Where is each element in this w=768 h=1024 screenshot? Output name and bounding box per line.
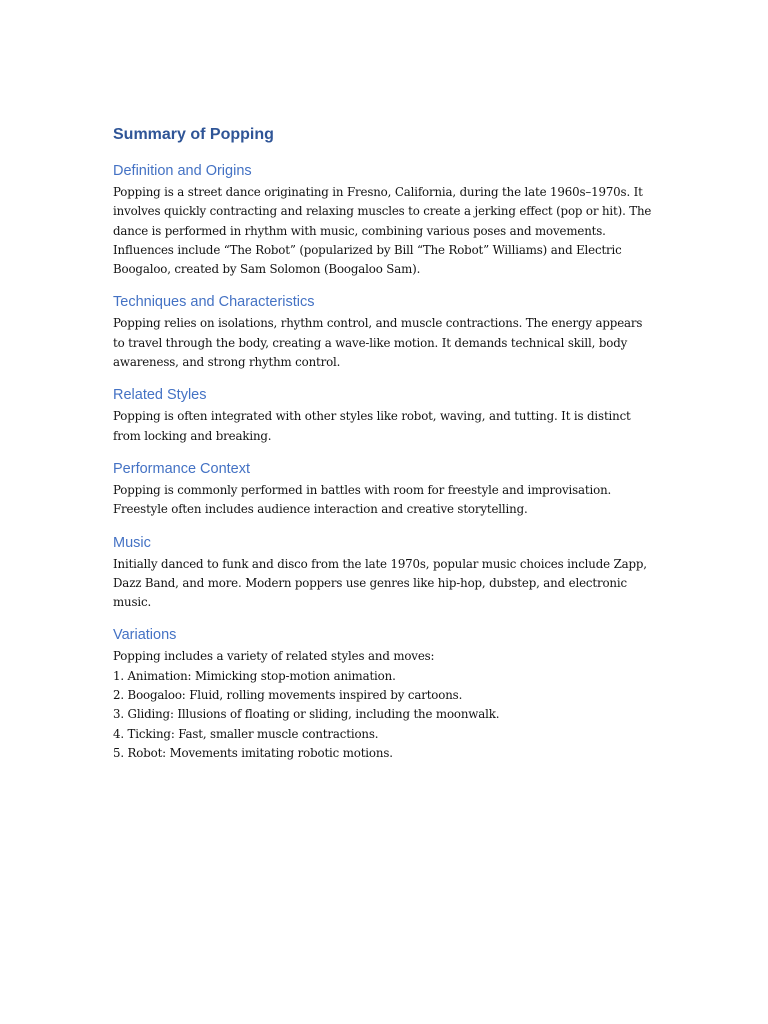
section-techniques-and-characteristics (113, 292, 653, 372)
section-heading: Techniques and Characteristics (113, 294, 315, 311)
section-body: Popping is often integrated with other styles like robot, waving, and tutting. It is distinct from locking and breaking. (113, 409, 631, 443)
section-body: Initially danced to funk and disco from the late 1970s, popular music choices include Zapp, Dazz Band, and more. Modern poppers use genres like hip-hop, dubstep, and electronic music. (113, 556, 647, 610)
section-variations (113, 625, 653, 763)
section-performance-context (113, 459, 653, 520)
list-item: 5. Robot: Movements imitating robotic motions. (113, 745, 393, 760)
list-item: 4. Ticking: Fast, smaller muscle contractions. (113, 726, 379, 741)
document-page (113, 124, 653, 763)
section-heading: Related Styles (113, 387, 207, 404)
section-body: Popping is commonly performed in battles with room for freestyle and improvisation. Freestyle often includes audience interaction and creative storytelling. (113, 482, 612, 517)
section-heading: Music (113, 534, 151, 551)
section-heading: Definition and Origins (113, 163, 252, 179)
document-title: Summary of Popping (113, 126, 274, 143)
list-item: 2. Boogaloo: Fluid, rolling movements inspired by cartoons. (113, 688, 463, 703)
list-item: 3. Gliding: Illusions of floating or sliding, including the moonwalk. (113, 707, 500, 722)
list-item: 1. Animation: Mimicking stop-motion animation. (113, 668, 396, 683)
section-heading: Variations (113, 627, 177, 644)
variations-list (113, 647, 653, 763)
section-related-styles (113, 385, 653, 446)
section-music (113, 533, 653, 613)
section-body: Popping relies on isolations, rhythm control, and muscle contractions. The energy appears to travel through the body, creating a wave-like motion. It demands technical skill, body awareness, and strong rhythm control. (113, 316, 643, 370)
section-body: Popping is a street dance originating in Fresno, California, during the late 1960s–1970s. It involves quickly contracting and relaxing muscles to create a jerking effect (pop or hit). The dance is performed in rhythm with music, combining various poses and movements. Influences include “The Robot” (popularized by Bill “The Robot” Williams) and Electric Boogaloo, created by Sam Solomon (Boogaloo Sam). (113, 185, 652, 277)
list-intro: Popping includes a variety of related styles and moves: (113, 649, 435, 664)
section-heading: Performance Context (113, 460, 251, 477)
section-definition-and-origins (113, 161, 653, 279)
